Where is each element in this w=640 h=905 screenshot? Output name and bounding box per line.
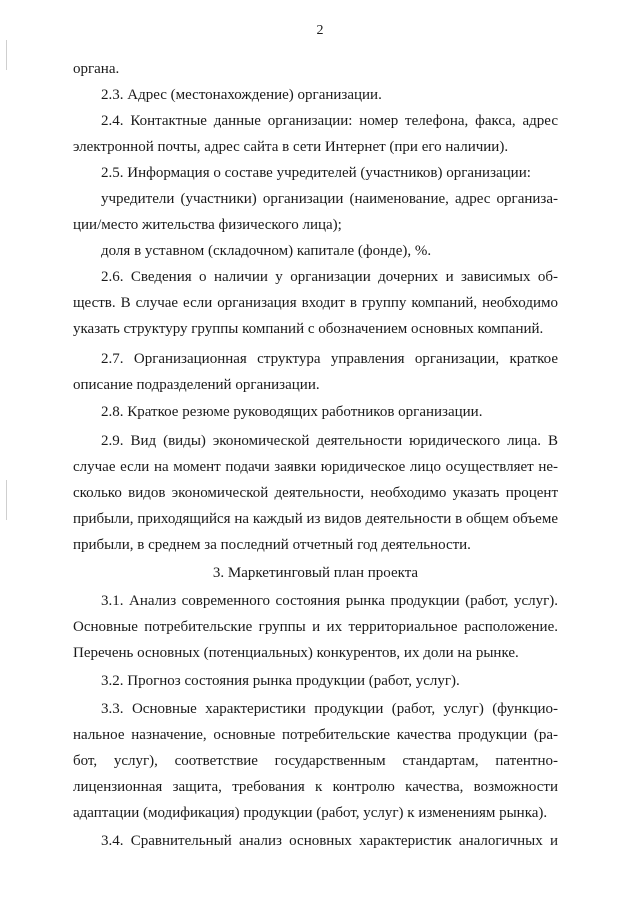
text-line: ции/место жительства физического лица); <box>73 217 342 233</box>
text-line: 2.8. Краткое резюме руководящих работников организации. <box>101 404 483 420</box>
text-line: адаптации (модификация) продукции (работ, услуг) к изменениям рынка). <box>73 805 548 821</box>
text-line: органа. <box>73 61 120 77</box>
text-line: 2.7. Организационная структура управления организации, краткое <box>101 351 558 367</box>
text-line: 3.1. Анализ современного состояния рынка продукции (работ, услуг). <box>101 593 558 609</box>
text-line: 3.4. Сравнительный анализ основных характеристик аналогичных и <box>101 833 558 849</box>
text-line: указать структуру группы компаний с обозначением основных компаний. <box>73 321 544 337</box>
text-line: Основные потребительские группы и их территориальное расположение. <box>73 619 558 635</box>
text-line: Перечень основных (потенциальных) конкурентов, их доли на рынке. <box>73 645 519 661</box>
text-line: сколько видов экономической деятельности, необходимо указать процент <box>73 485 558 501</box>
text-line: 3.3. Основные характеристики продукции (работ, услуг) (функцио- <box>101 701 558 717</box>
page-number: 2 <box>316 23 324 38</box>
text-line: 2.4. Контактные данные организации: номер телефона, факса, адрес <box>101 113 558 129</box>
text-line: 2.3. Адрес (местонахождение) организации. <box>101 87 382 103</box>
text-line: нальное назначение, основные потребительские качества продукции (ра- <box>73 727 558 743</box>
text-line: случае если на момент подачи заявки юридическое лицо осуществляет не- <box>73 459 558 475</box>
text-line: доля в уставном (складочном) капитале (фонде), %. <box>101 243 432 259</box>
text-line: ществ. В случае если организация входит в группу компаний, необходимо <box>73 295 558 311</box>
text-line: 2.5. Информация о составе учредителей (участников) организации: <box>101 165 531 181</box>
text-line: прибыли, приходящийся на каждый из видов деятельности в общем объеме <box>73 511 558 527</box>
text-line: лицензионная защита, требования к контролю качества, возможности <box>73 779 558 795</box>
scan-edge-mark <box>6 40 7 70</box>
section-heading: 3. Маркетинговый план проекта <box>212 565 419 581</box>
text-line: бот, услуг), соответствие государственным стандартам, патентно- <box>73 753 558 769</box>
text-line: прибыли, в среднем за последний отчетный год деятельности. <box>73 537 471 553</box>
text-line: 2.9. Вид (виды) экономической деятельности юридического лица. В <box>101 433 558 449</box>
scan-edge-mark <box>6 480 7 520</box>
text-line: 3.2. Прогноз состояния рынка продукции (работ, услуг). <box>101 673 460 689</box>
text-line: учредители (участники) организации (наименование, адрес организа- <box>101 191 558 207</box>
text-line: описание подразделений организации. <box>73 377 320 393</box>
text-line: 2.6. Сведения о наличии у организации дочерних и зависимых об- <box>101 269 558 285</box>
text-line: электронной почты, адрес сайта в сети Интернет (при его наличии). <box>73 139 509 155</box>
